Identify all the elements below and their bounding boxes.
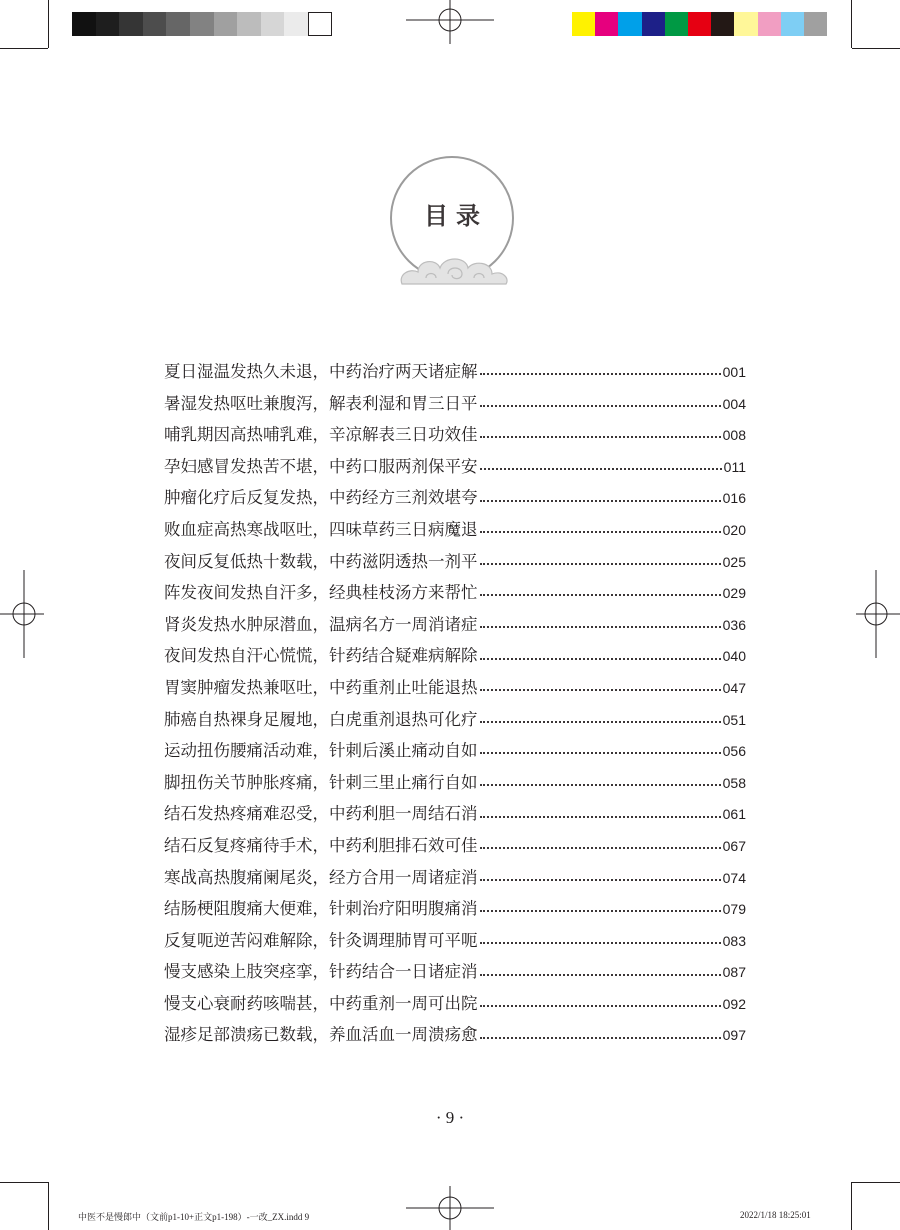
- toc-entry[interactable]: [164, 767, 746, 799]
- toc-entry[interactable]: [164, 704, 746, 736]
- toc-entry-page: 001: [722, 364, 746, 380]
- toc-leader-dots: [480, 530, 721, 533]
- toc-entry[interactable]: [164, 609, 746, 641]
- toc-entry-title: 肺癌自热裸身足履地，白虎重剂退热可化疗: [164, 709, 478, 729]
- toc-entry-title: 慢支感染上肢突痉挛，针药结合一日诸症消: [164, 962, 478, 982]
- toc-entry-title: 哺乳期因高热哺乳难，辛凉解表三日功效佳: [164, 425, 478, 445]
- toc-entry-page: 087: [722, 964, 746, 981]
- toc-entry-title: 胃窦肿瘤发热兼呕吐，中药重剂止吐能退热: [164, 677, 478, 697]
- toc-leader-dots: [480, 878, 721, 881]
- toc-entry[interactable]: [164, 451, 746, 483]
- toc-leader-dots: [480, 751, 721, 754]
- toc-entry-page: 025: [722, 553, 746, 570]
- toc-entry-title: 暑湿发热呕吐兼腹泻，解表利湿和胃三日平: [164, 393, 478, 413]
- slug-file-info: 中医不是慢郎中（文前p1-10+正文p1-198）-一改_ZX.indd 9: [78, 1212, 310, 1222]
- toc-entry-page: 083: [722, 932, 746, 949]
- toc-entry-title: 结肠梗阻腹痛大便难，针刺治疗阳明腹痛消: [164, 899, 478, 919]
- toc-entry[interactable]: [164, 735, 746, 767]
- toc-entry[interactable]: [164, 893, 746, 925]
- toc-leader-dots: [480, 625, 721, 628]
- toc-entry-title: 寒战高热腹痛阑尾炎，经方合用一周诸症消: [164, 867, 478, 887]
- toc-entry-page: 011: [723, 458, 746, 475]
- toc-entry[interactable]: [164, 672, 746, 704]
- toc-entry-title: 肾炎发热水肿尿潜血，温病名方一周消诸症: [164, 614, 478, 634]
- toc-leader-dots: [480, 846, 721, 849]
- toc-leader-dots: [480, 372, 721, 375]
- toc-entry-page: 051: [722, 711, 746, 728]
- toc-entry-page: 004: [722, 395, 746, 412]
- toc-leader-dots: [480, 688, 721, 691]
- toc-entry-page: 047: [722, 679, 746, 696]
- toc-entry-title: 肿瘤化疗后反复发热，中药经方三剂效堪夸: [164, 488, 478, 508]
- toc-entry-page: 056: [722, 743, 746, 760]
- toc-leader-dots: [480, 973, 721, 976]
- toc-entry[interactable]: [164, 1019, 746, 1051]
- toc-entry-title: 脚扭伤关节肿胀疼痛，针刺三里止痛行自如: [164, 772, 478, 792]
- toc-entry-page: 092: [722, 995, 746, 1012]
- toc-entry[interactable]: [164, 640, 746, 672]
- toc-entry-page: 058: [722, 774, 746, 791]
- toc-entry-page: 097: [722, 1027, 746, 1044]
- toc-entry-title: 孕妇感冒发热苦不堪，中药口服两剂保平安: [164, 456, 478, 476]
- toc-entry-page: 020: [722, 521, 746, 538]
- toc-entry[interactable]: [164, 356, 746, 388]
- toc-entry[interactable]: [164, 988, 746, 1020]
- toc-entry-page: 040: [722, 648, 746, 665]
- toc-leader-dots: [480, 815, 721, 818]
- toc-entry-page: 061: [722, 806, 746, 823]
- toc-leader-dots: [480, 467, 722, 470]
- slug-timestamp: 2022/1/18 18:25:01: [740, 1210, 811, 1220]
- toc-entry-title: 夏日湿温发热久未退，中药治疗两天诸症解: [164, 362, 478, 381]
- toc-entry[interactable]: [164, 546, 746, 578]
- table-of-contents: [164, 356, 746, 1051]
- toc-leader-dots: [480, 593, 721, 596]
- toc-entry[interactable]: [164, 388, 746, 420]
- toc-entry[interactable]: [164, 862, 746, 894]
- toc-leader-dots: [480, 1004, 721, 1007]
- toc-entry-page: 029: [722, 585, 746, 602]
- toc-entry-title: 结石反复疼痛待手术，中药利胆排石效可佳: [164, 835, 478, 855]
- toc-entry-title: 结石发热疼痛难忍受，中药利胆一周结石消: [164, 804, 478, 824]
- toc-entry[interactable]: [164, 798, 746, 830]
- toc-leader-dots: [480, 1036, 721, 1039]
- toc-leader-dots: [480, 909, 721, 912]
- toc-entry-page: 036: [722, 616, 746, 633]
- toc-entry-title: 湿疹足部溃疡已数载，养血活血一周溃疡愈: [164, 1025, 478, 1045]
- toc-entry[interactable]: [164, 419, 746, 451]
- toc-entry-page: 016: [722, 490, 746, 507]
- toc-leader-dots: [480, 562, 721, 565]
- toc-leader-dots: [480, 435, 721, 438]
- page-title: 目录: [424, 201, 488, 230]
- toc-entry[interactable]: [164, 482, 746, 514]
- cloud-ornament-icon: [396, 238, 512, 288]
- toc-leader-dots: [480, 941, 721, 944]
- toc-leader-dots: [480, 720, 721, 723]
- toc-entry-page: 079: [722, 901, 746, 918]
- toc-entry[interactable]: [164, 830, 746, 862]
- toc-entry-title: 阵发夜间发热自汗多，经典桂枝汤方来帮忙: [164, 583, 478, 603]
- toc-leader-dots: [480, 404, 721, 407]
- toc-leader-dots: [480, 657, 721, 660]
- page-number: · 9 ·: [435, 1108, 465, 1127]
- toc-entry[interactable]: [164, 925, 746, 957]
- toc-entry-title: 败血症高热寒战呕吐，四味草药三日病魔退: [164, 519, 478, 539]
- toc-entry-title: 夜间发热自汗心慌慌，针药结合疑难病解除: [164, 646, 478, 666]
- toc-entry[interactable]: [164, 956, 746, 988]
- toc-entry-page: 008: [722, 427, 746, 444]
- toc-entry[interactable]: [164, 577, 746, 609]
- toc-entry-page: 074: [722, 869, 746, 886]
- toc-entry-title: 运动扭伤腰痛活动难，针刺后溪止痛动自如: [164, 741, 478, 761]
- toc-leader-dots: [480, 783, 721, 786]
- toc-entry-page: 067: [722, 837, 746, 854]
- toc-entry-title: 夜间反复低热十数载，中药滋阴透热一剂平: [164, 551, 478, 571]
- toc-entry[interactable]: [164, 514, 746, 546]
- toc-leader-dots: [480, 499, 721, 502]
- toc-entry-title: 反复呃逆苦闷难解除，针灸调理肺胃可平呃: [164, 930, 478, 950]
- toc-entry-title: 慢支心衰耐药咳喘甚，中药重剂一周可出院: [164, 993, 478, 1013]
